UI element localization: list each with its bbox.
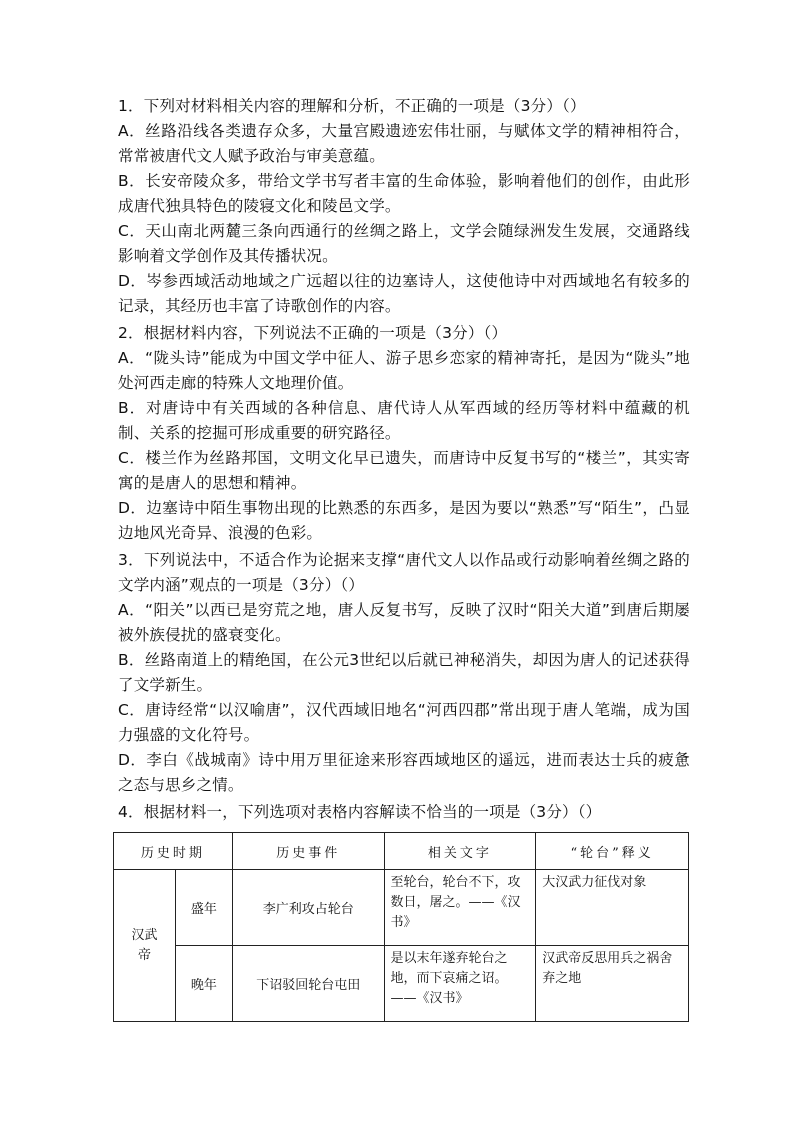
emperor-cell (114, 870, 176, 1022)
question-3-option-a: A．“阳关”以西已是穷荒之地，唐人反复书写，反映了汉时“阳关大道”到唐后期屡被外族侵扰的盛衰变化。 (118, 601, 690, 644)
question-2-option-a: A．“陇头诗”能成为中国文学中征人、游子思乡恋家的精神寄托，是因为“陇头”地处河西走廊的特殊人文地理价值。 (118, 349, 690, 392)
emperor-label: 汉武帝 (131, 927, 158, 963)
question-1-option-a: A．丝路沿线各类遗存众多，大量宫殿遗迹宏伟壮丽，与赋体文学的精神相符合，常常被唐代文人赋予政治与审美意蕴。 (118, 122, 690, 165)
question-2-option-b: B．对唐诗中有关西域的各种信息、唐代诗人从军西域的经历等材料中蕴藏的机制、关系的挖掘可形成重要的研究路径。 (118, 399, 690, 442)
question-2-option-d: D．边塞诗中陌生事物出现的比熟悉的东西多，是因为要以“熟悉”写“陌生”，凸显边地风光奇异、浪漫的色彩。 (118, 499, 690, 542)
question-list (118, 92, 690, 825)
table-row (114, 870, 689, 946)
header-text: 相关文字 (384, 833, 536, 870)
text-cell: 是以末年遂弃轮台之地，而下哀痛之诏。——《汉书》 (384, 946, 536, 1022)
event-cell: 李广利攻占轮台 (232, 870, 384, 946)
header-period: 历史时期 (114, 833, 233, 870)
question-3-stem: 3．下列说法中，不适合作为论据来支撑“唐代文人以作品或行动影响着丝绸之路的文学内涵”观点的一项是（3分）（） (118, 551, 690, 594)
table-row (114, 946, 689, 1022)
question-3-option-c: C．唐诗经常“以汉喻唐”，汉代西域旧地名“河西四郡”常出现于唐人笔端，成为国力强盛的文化符号。 (118, 701, 690, 744)
header-meaning: “轮台”释义 (536, 833, 689, 870)
question-3-option-b: B．丝路南道上的精绝国，在公元3世纪以后就已神秘消失，却因为唐人的记述获得了文学新生。 (118, 651, 690, 694)
period-cell: 盛年 (175, 870, 232, 946)
meaning-cell: 汉武帝反思用兵之祸舍弃之地 (536, 946, 689, 1022)
question-1-option-d: D．岑参西域活动地域之广远超以往的边塞诗人，这使他诗中对西域地名有较多的记录，其经历也丰富了诗歌创作的内容。 (118, 272, 690, 315)
period-cell: 晚年 (175, 946, 232, 1022)
question-3-option-d: D．李白《战城南》诗中用万里征途来形容西域地区的遥远，进而表达士兵的疲惫之态与思乡之情。 (118, 751, 690, 794)
question-1-option-c: C．天山南北两麓三条向西通行的丝绸之路上，文学会随绿洲发生发展，交通路线影响着文学创作及其传播状况。 (118, 222, 690, 265)
meaning-cell: 大汉武力征伐对象 (536, 870, 689, 946)
question-1-option-b: B．长安帝陵众多，带给文学书写者丰富的生命体验，影响着他们的创作，由此形成唐代独具特色的陵寝文化和陵邑文学。 (118, 172, 690, 215)
luntai-table (113, 832, 689, 1022)
question-1-stem: 1．下列对材料相关内容的理解和分析，不正确的一项是（3分）（） (118, 97, 586, 115)
question-2-option-c: C．楼兰作为丝路邦国，文明文化早已遗失，而唐诗中反复书写的“楼兰”，其实寄寓的是唐人的思想和精神。 (118, 449, 690, 492)
question-4-stem: 4．根据材料一，下列选项对表格内容解读不恰当的一项是（3分）（） (118, 803, 602, 821)
text-cell: 至轮台，轮台不下，攻数日，屠之。——《汉书》 (384, 870, 536, 946)
event-cell: 下诏驳回轮台屯田 (232, 946, 384, 1022)
table-header-row (114, 833, 689, 870)
header-event: 历史事件 (232, 833, 384, 870)
question-2-stem: 2．根据材料内容，下列说法不正确的一项是（3分）（） (118, 324, 508, 342)
